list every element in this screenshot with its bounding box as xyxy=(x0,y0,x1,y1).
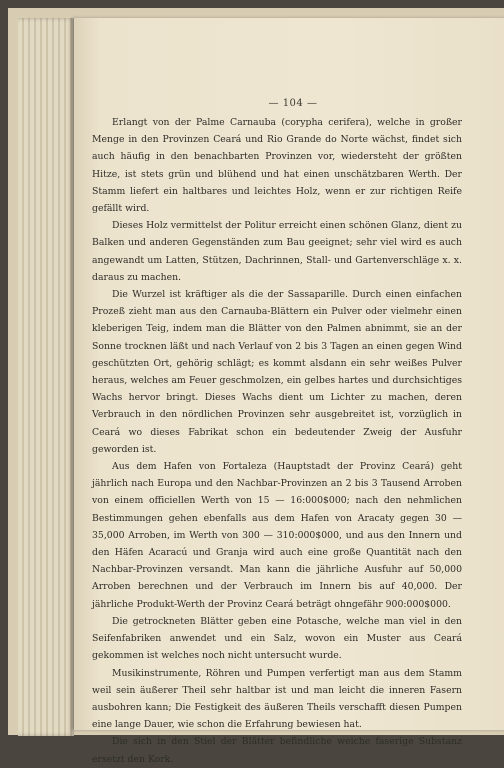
paragraph: Aus dem Hafen von Fortaleza (Hauptstadt der Provinz Ceará) geht jährlich nach Europa und den Nachbar-Provinzen an 2 bis 3 Tausend Arroben von einem officiellen Werth von 15 — 16:000$000; nach den nehmlichen Bestimmungen gehen ebenfalls aus dem Hafen von Aracaty gegen 30 — 35,000 Arroben, im Werth von 300 — 310:000$000, und aus den Innern und den Häfen Acaracú und Granja wird auch eine große Quantität nach den Nachbar-Provinzen versandt. Man kann die jährliche Ausfuhr auf 50,000 Arroben berechnen und der Verbrauch im Innern bis auf 40,000. Der jährliche Produkt-Werth der Provinz Ceará beträgt ohngefähr 900:000$000. xyxy=(92,461,462,610)
paragraph: Musikinstrumente, Röhren und Pumpen verfertigt man aus dem Stamm weil sein äußerer Theil sehr haltbar ist und man leicht die inneren Fasern ausbohren kann; Die Festigkeit des äußeren Theils verschafft diesen Pumpen eine lange Dauer, wie schon die Erfahrung bewiesen hat. xyxy=(92,667,462,731)
page-edges xyxy=(18,18,74,736)
book-background xyxy=(8,8,504,765)
paragraph: Dieses Holz vermittelst der Politur erreicht einen schönen Glanz, dient zu Balken und anderen Gegenständen zum Bau geeignet; sehr viel wird es auch angewandt um Latten, Stützen, Dachrinnen, Stall- und Gartenverschläge x. x. daraus zu machen. xyxy=(92,220,462,283)
book-page xyxy=(74,18,504,765)
page-text xyxy=(92,114,462,768)
page-number: — 104 — xyxy=(268,98,318,109)
paragraph: Erlangt von der Palme Carnauba (corypha cerifera), welche in großer Menge in den Provinzen Ceará und Rio Grande do Norte wächst, findet sich auch häufig in den benachbarten Provinzen vor, wiedersteht der größten Hitze, ist stets grün und blühend und hat einen unschätzbaren Werth. Der Stamm liefert ein haltbares und leichtes Holz, wenn er zur richtigen Reife gefällt wird. xyxy=(92,117,462,215)
paragraph: Die getrockneten Blätter geben eine Potasche, welche man viel in den Seifenfabriken anwendet und ein Salz, wovon ein Muster aus Ceará gekommen ist welches noch nicht untersucht wurde. xyxy=(92,615,462,662)
paragraph: Die sich in den Stiel der Blätter befindliche weiche faserige Substanz ersetzt den Kork. xyxy=(92,736,462,765)
paragraph: Die Wurzel ist kräftiger als die der Sassaparille. Durch einen einfachen Prozeß zieht man aus den Carnauba-Blättern ein Pulver oder vielmehr einen kleberigen Teig, indem man die Blätter von den Palmen abnimmt, sie an der Sonne trocknen läßt und nach Verlauf von 2 bis 3 Tagen an einen gegen Wind geschützten Ort, gehörig schlägt; es kommt alsdann ein sehr weißes Pulver heraus, welches am Feuer geschmolzen, ein gelbes hartes und durchsichtiges Wachs hervor bringt. Dieses Wachs dient um Lichter zu machen, deren Verbrauch in den nördlichen Provinzen sehr ausgebreitet ist, vorzüglich in Ceará wo dieses Fabrikat schon ein bedeutender Zweig der Ausfuhr geworden ist. xyxy=(92,289,462,455)
